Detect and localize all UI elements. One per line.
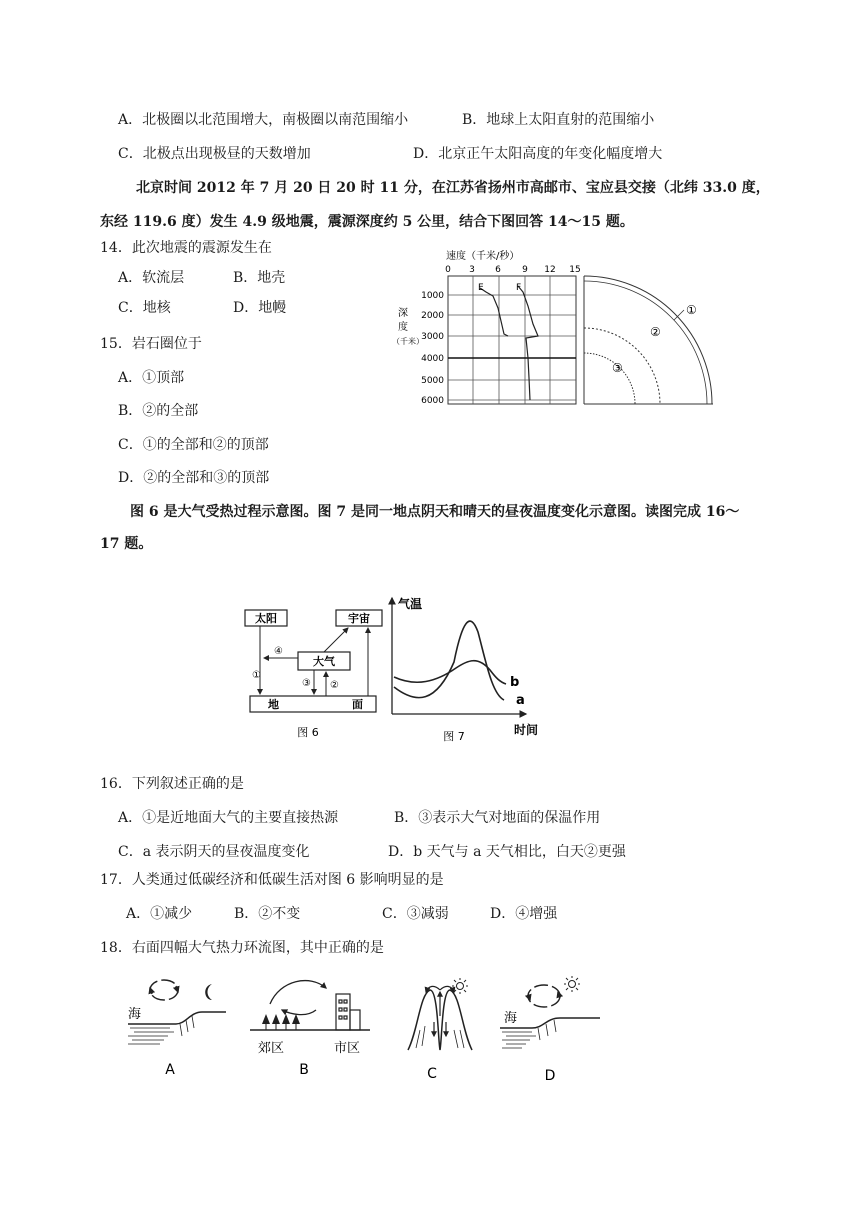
q14-option-d: D．地幔 (233, 300, 287, 316)
q17-option-c: C．③减弱 (382, 906, 449, 922)
panel-d-label: D (544, 1068, 556, 1084)
curve-a-label: a (516, 693, 525, 708)
arrow-4-label: ④ (274, 646, 283, 657)
q13-option-b: B．地球上太阳直射的范围缩小 (462, 112, 655, 128)
p-wave-curve (518, 286, 538, 400)
q18-circulation-figures (120, 970, 620, 1090)
curve-b-label: b (510, 675, 520, 690)
tree-icons (262, 1014, 300, 1030)
depth-axis-label: 度 (398, 322, 408, 333)
q14-option-c: C．地核 (118, 300, 171, 316)
depth-tick: 1000 (421, 291, 444, 301)
q17-option-d: D．④增强 (490, 906, 558, 922)
q16-option-c: C．a 表示阴天的昼夜温度变化 (118, 844, 310, 860)
q14-stem: 14．此次地震的震源发生在 (100, 240, 272, 256)
wave-e-label: E (478, 283, 484, 293)
q13-option-c: C．北极点出现极昼的天数增加 (118, 146, 311, 162)
quake-intro-line2: 东经 119.6 度）发生 4.9 级地震，震源深度约 5 公里，结合下图回答 14～15 题。 (100, 214, 634, 230)
q16-option-b: B．③表示大气对地面的保温作用 (394, 810, 601, 826)
building-icon (336, 994, 360, 1030)
panel-a (128, 980, 226, 1078)
panel-b-suburb-label: 郊区 (258, 1041, 285, 1056)
panel-d (500, 976, 600, 1084)
wave-f-label: F (516, 283, 522, 293)
speed-tick: 0 (445, 265, 451, 275)
panel-c (408, 978, 472, 1082)
arrow-2-label: ② (330, 680, 339, 691)
quake-intro-line1: 北京时间 2012 年 7 月 20 日 20 时 11 分，在江苏省扬州市高邮市、宝应县交接（北纬 33.0 度， (136, 180, 770, 196)
depth-tick: 3000 (421, 332, 444, 342)
fig7-caption: 图 7 (443, 730, 465, 742)
arrow-1-label: ① (252, 670, 261, 681)
speed-tick: 3 (469, 265, 475, 275)
q14-option-a: A．软流层 (118, 270, 185, 286)
q13-option-a: A．北极圈以北范围增大，南极圈以南范围缩小 (118, 112, 409, 128)
fig67-intro-line2: 17 题。 (100, 536, 153, 552)
q16-option-a: A．①是近地面大气的主要直接热源 (118, 810, 339, 826)
speed-tick: 12 (544, 265, 556, 275)
q15-stem: 15．岩石圈位于 (100, 336, 202, 352)
q15-option-c: C．①的全部和②的顶部 (118, 437, 269, 453)
fig6-heating-diagram (240, 598, 390, 746)
atmosphere-box: 大气 (313, 655, 335, 668)
layer-3-label: ③ (612, 361, 623, 375)
fig7-x-label: 时间 (514, 723, 539, 737)
curve-a (394, 621, 504, 700)
panel-a-label: A (165, 1062, 175, 1078)
q16-option-d: D．b 天气与 a 天气相比，白天②更强 (388, 844, 626, 860)
depth-axis-label: （千米） (392, 337, 424, 346)
q15-option-b: B．②的全部 (118, 403, 199, 419)
q17-option-a: A．①减少 (126, 906, 193, 922)
ground-box-left: 地 (268, 698, 279, 711)
panel-c-label: C (427, 1066, 437, 1082)
q17-option-b: B．②不变 (234, 906, 301, 922)
speed-tick: 9 (522, 265, 528, 275)
seismic-figure (388, 248, 723, 410)
fig7-temperature-chart (386, 592, 546, 742)
q14-option-b: B．地壳 (233, 270, 286, 286)
depth-tick: 2000 (421, 311, 444, 321)
space-box: 宇宙 (348, 612, 370, 625)
speed-axis-label: 速度（千米/秒） (446, 251, 520, 262)
panel-d-sea-label: 海 (504, 1011, 518, 1026)
panel-b-label: B (299, 1062, 309, 1078)
layer-2-label: ② (650, 325, 661, 339)
q15-option-a: A．①顶部 (118, 370, 185, 386)
q13-option-d: D．北京正午太阳高度的年变化幅度增大 (413, 146, 663, 162)
q18-stem: 18．右面四幅大气热力环流图，其中正确的是 (100, 940, 384, 956)
panel-a-sea-label: 海 (128, 1007, 142, 1022)
fig67-intro-line1: 图 6 是大气受热过程示意图。图 7 是同一地点阴天和晴天的昼夜温度变化示意图。读图完成 16～ (130, 504, 740, 520)
layer-1-label: ① (686, 303, 697, 317)
depth-tick: 6000 (421, 396, 444, 406)
depth-tick: 4000 (421, 354, 444, 364)
q15-option-d: D．②的全部和③的顶部 (118, 470, 270, 486)
moon-icon (205, 984, 212, 1000)
sun-icon (452, 978, 468, 994)
speed-tick: 6 (495, 265, 501, 275)
q16-stem: 16．下列叙述正确的是 (100, 776, 244, 792)
panel-b-city-label: 市区 (334, 1041, 361, 1056)
depth-axis-label: 深 (398, 308, 408, 319)
q17-stem: 17．人类通过低碳经济和低碳生活对图 6 影响明显的是 (100, 872, 444, 888)
fig6-caption: 图 6 (297, 726, 319, 739)
sun-icon (564, 976, 580, 992)
arrow-3-label: ③ (302, 678, 311, 689)
sun-box: 太阳 (255, 612, 277, 625)
speed-tick: 15 (569, 265, 581, 275)
ground-box-right: 面 (352, 698, 363, 711)
depth-tick: 5000 (421, 376, 444, 386)
fig7-y-label: 气温 (398, 597, 423, 611)
panel-b (250, 981, 370, 1078)
